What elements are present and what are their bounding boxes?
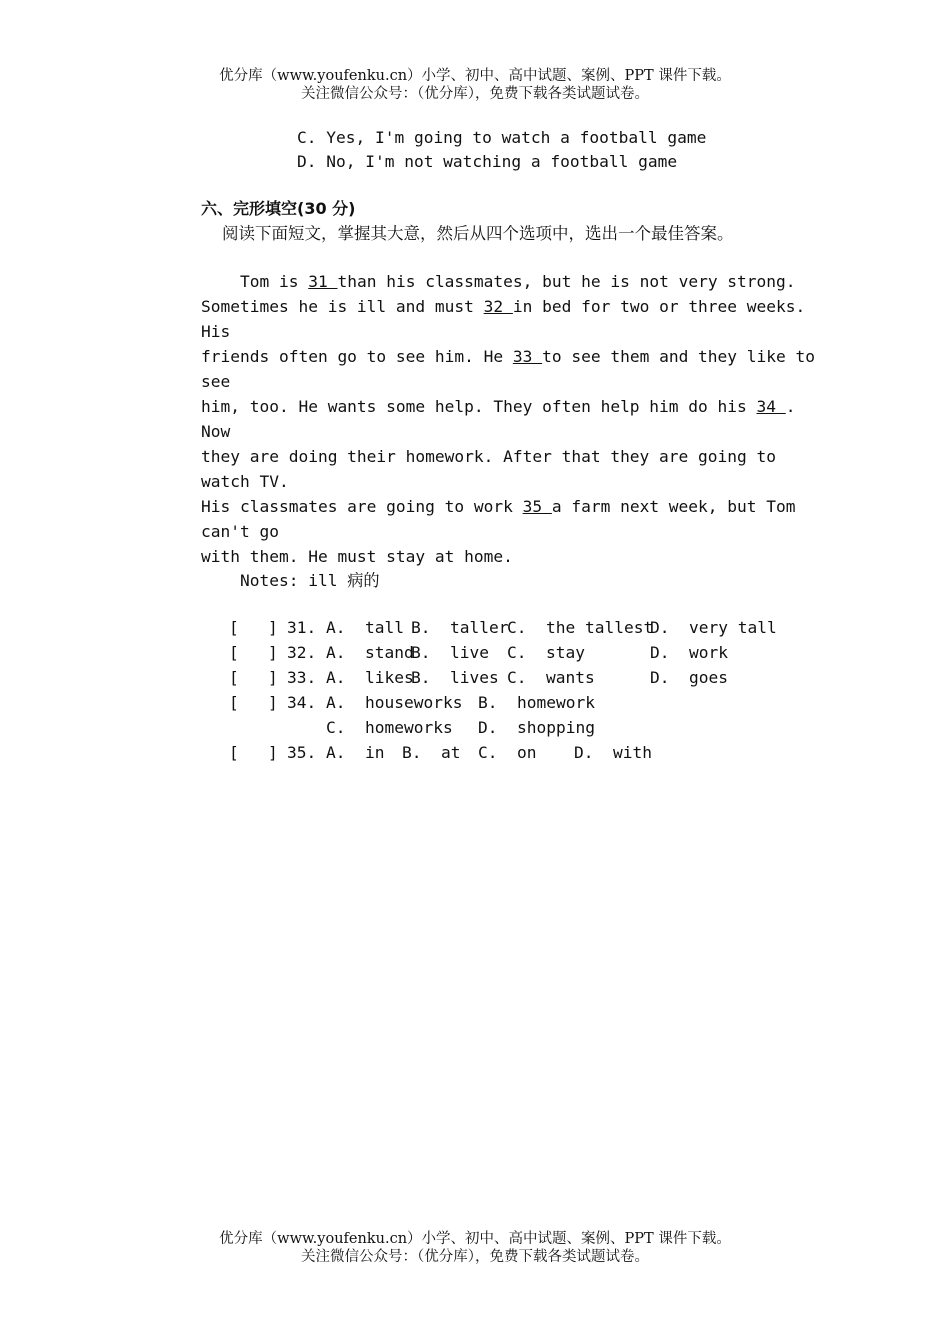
passage-text: Tom is: [240, 272, 309, 291]
blank-33: 33: [512, 347, 543, 366]
option-b: B. homework: [478, 693, 595, 712]
passage-text: than his classmates, but he is not very strong.: [337, 272, 796, 291]
passage-line: [201, 394, 796, 419]
option-c: C. homeworks: [326, 718, 453, 737]
question-number: 32.: [287, 643, 317, 662]
passage-line: watch TV.: [201, 472, 289, 491]
passage-text: .: [785, 397, 796, 416]
option-c: C. wants: [507, 668, 595, 687]
passage-text: His classmates are going to work: [201, 497, 523, 516]
option-a: A. stand: [326, 643, 414, 662]
option-a: A. likes: [326, 668, 414, 687]
footer-line-1: 优分库（www.youfenku.cn）小学、初中、高中试题、案例、PPT 课件下载。: [219, 1231, 731, 1247]
footer-line-2: 关注微信公众号：（优分库），免费下载各类试题试卷。: [301, 1249, 649, 1265]
passage-line: [201, 294, 805, 319]
question-number: 33.: [287, 668, 317, 687]
question-number: 34.: [287, 693, 317, 712]
question-number: 35.: [287, 743, 317, 762]
answer-bracket-open[interactable]: [: [229, 693, 239, 712]
option-a: A. in: [326, 743, 385, 762]
passage-line: [240, 269, 796, 294]
answer-bracket-close[interactable]: ]: [268, 743, 278, 762]
answer-bracket-close[interactable]: ]: [268, 618, 278, 637]
passage-text: him, too. He wants some help. They often help him do his: [201, 397, 757, 416]
option-b: B. live: [411, 643, 489, 662]
passage-line: Now: [201, 422, 231, 441]
passage-text: in bed for two or three weeks.: [512, 297, 806, 316]
option-d: D. with: [574, 743, 652, 762]
passage-text: to see them and they like to: [542, 347, 816, 366]
option-b: B. taller: [411, 618, 509, 637]
blank-34: 34: [756, 397, 786, 416]
answer-bracket-close[interactable]: ]: [268, 693, 278, 712]
blank-31: 31: [308, 272, 338, 291]
passage-text: a farm next week, but Tom: [551, 497, 796, 516]
option-d: D. work: [650, 643, 728, 662]
answer-bracket-open[interactable]: [: [229, 743, 239, 762]
answer-bracket-close[interactable]: ]: [268, 643, 278, 662]
prev-option-d: D. No, I'm not watching a football game: [297, 152, 678, 171]
passage-line: they are doing their homework. After that they are going to: [201, 447, 776, 466]
answer-bracket-close[interactable]: ]: [268, 668, 278, 687]
page-footer: [0, 1230, 950, 1266]
answer-bracket-open[interactable]: [: [229, 668, 239, 687]
option-d: D. very tall: [650, 618, 777, 637]
passage-line: see: [201, 372, 231, 391]
passage-text: Sometimes he is ill and must: [201, 297, 484, 316]
section-title: 六、完形填空(30 分): [201, 199, 356, 218]
answer-bracket-open[interactable]: [: [229, 618, 239, 637]
option-a: A. houseworks: [326, 693, 463, 712]
prev-option-c: C. Yes, I'm going to watch a football game: [297, 128, 707, 147]
page-header: [0, 67, 950, 103]
passage-notes: Notes: ill 病的: [240, 571, 380, 590]
option-b: B. at: [402, 743, 461, 762]
blank-32: 32: [483, 297, 513, 316]
option-d: D. shopping: [478, 718, 595, 737]
option-c: C. on: [478, 743, 537, 762]
header-line-2: 关注微信公众号：（优分库），免费下载各类试题试卷。: [301, 86, 649, 102]
option-b: B. lives: [411, 668, 499, 687]
option-c: C. stay: [507, 643, 585, 662]
passage-line: His: [201, 322, 231, 341]
passage-line: [201, 344, 815, 369]
question-number: 31.: [287, 618, 317, 637]
passage-line: can't go: [201, 522, 279, 541]
passage-line: with them. He must stay at home.: [201, 547, 513, 566]
option-c: C. the tallest: [507, 618, 654, 637]
option-d: D. goes: [650, 668, 728, 687]
answer-bracket-open[interactable]: [: [229, 643, 239, 662]
passage-text: friends often go to see him. He: [201, 347, 513, 366]
option-a: A. tall: [326, 618, 404, 637]
blank-35: 35: [522, 497, 552, 516]
section-instruction: 阅读下面短文，掌握其大意，然后从四个选项中，选出一个最佳答案。: [222, 224, 734, 243]
passage-line: [201, 494, 796, 519]
header-line-1: 优分库（www.youfenku.cn）小学、初中、高中试题、案例、PPT 课件下载。: [219, 68, 731, 84]
